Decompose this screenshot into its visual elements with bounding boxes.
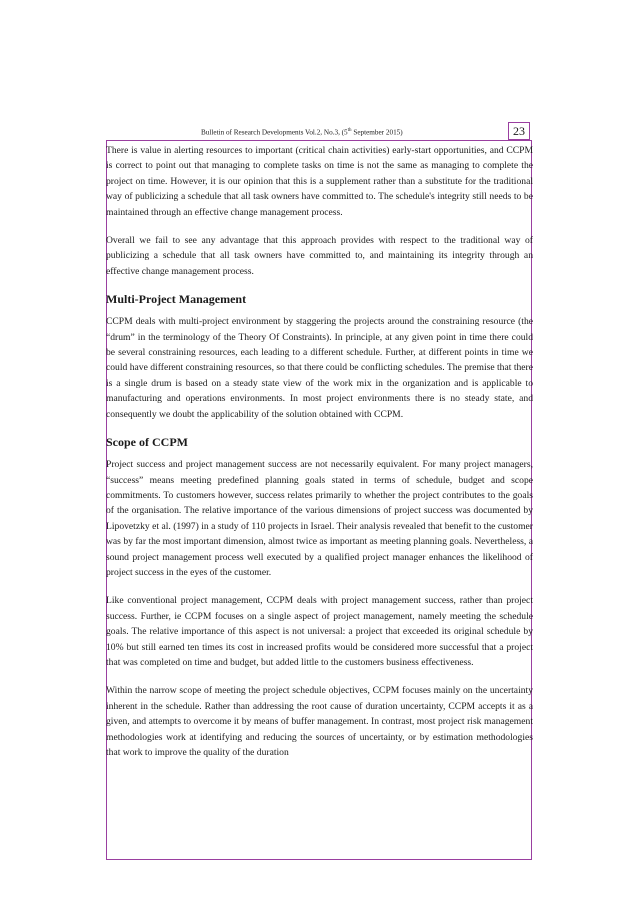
paragraph: Overall we fail to see any advantage that this approach provides with respect to the traditional way of publicizing a schedule that all task owners have committed to, and maintaining its integrity through an effective change management process. [106, 235, 533, 277]
article-body [106, 143, 533, 773]
section-heading-scope: Scope of CCPM [106, 435, 188, 450]
running-head: Bulletin of Research Developments Vol.2, No.3, (5th September 2015) [201, 128, 403, 137]
paragraph: CCPM deals with multi-project environment by staggering the projects around the constraining resource (the “drum” in the terminology of the Theory Of Constraints). In principle, at any given point in time there could be several constraining resources, each leading to a different schedule. Further, at different points in time we could have different constraining resources, so that there could be conflicting schedules. The premise that there is a single drum is based on a steady state view of the work mix in the organization and is applicable to manufacturing and operations environments. In most project environments there is no steady state, and consequently we doubt the applicability of the solution obtained with CCPM. [106, 316, 533, 420]
running-header [106, 120, 532, 140]
paragraph: Project success and project management success are not necessarily equivalent. For many project managers, “success” means meeting predefined planning goals stated in terms of schedule, budget and scope commitments. To customers however, success relates primarily to whether the project contributes to the goals of the organisation. The relative importance of the various dimensions of project success was documented by Lipovetzky et al. (1997) in a study of 110 projects in Israel. Their analysis revealed that benefit to the customer was by far the most important dimension, almost twice as important as meeting planning goals. Nevertheless, a sound project management process well executed by a qualified project manager enhances the likelihood of project success in the eyes of the customer. [106, 459, 533, 578]
paragraph: Within the narrow scope of meeting the project schedule objectives, CCPM focuses mainly on the uncertainty inherent in the schedule. Rather than addressing the root cause of duration uncertainty, CCPM accepts it as a given, and attempts to overcome it by means of buffer management. In contrast, most project risk management methodologies work at identifying and reducing the sources of uncertainty, or by estimation methodologies that work to improve the quality of the duration [106, 685, 533, 758]
page-number: 23 [508, 122, 530, 140]
section-heading-multi-project: Multi-Project Management [106, 292, 247, 307]
paragraph: Like conventional project management, CCPM deals with project management success, rather than project success. Further, ie CCPM focuses on a single aspect of project management, namely meeting the schedule goals. The relative importance of this aspect is not universal: a project that exceeded its original schedule by 10% but still earned ten times its cost in increased profits would be considered more successful that a project that was completed on time and budget, but added little to the customers business effectiveness. [106, 595, 533, 668]
paragraph: There is value in alerting resources to important (critical chain activities) early-start opportunities, and CCPM is correct to point out that managing to complete tasks on time is not the same as managing to complete the project on time. However, it is our opinion that this is a supplement rather than a substitute for the traditional way of publicizing a schedule that all task owners have committed to. The schedule's integrity still needs to be maintained through an effective change management process. [106, 145, 533, 218]
